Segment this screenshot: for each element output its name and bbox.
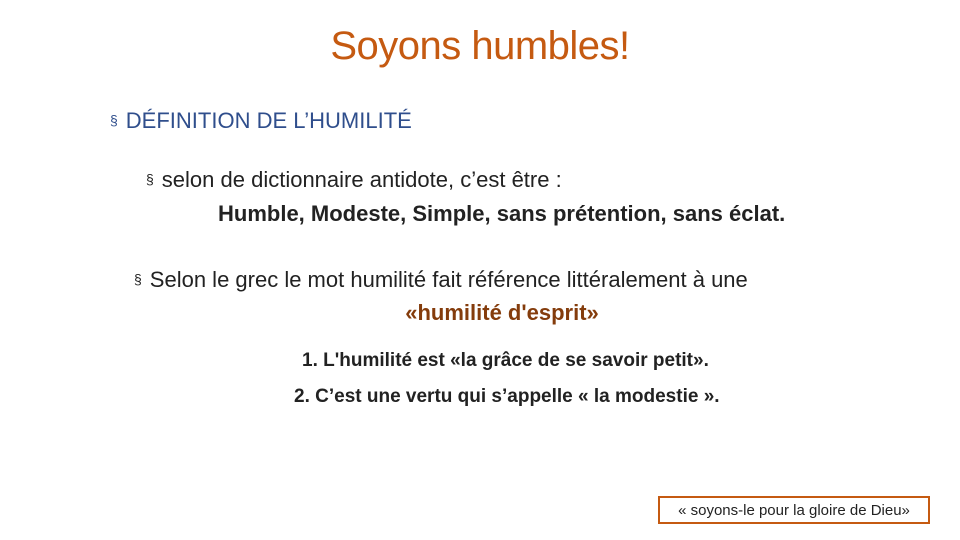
greek-phrase: «humilité d'esprit»	[405, 300, 599, 325]
motto-text: « soyons-le pour la gloire de Dieu»	[678, 501, 910, 519]
definition-terms: Humble, Modeste, Simple, sans prétention, sans éclat.	[218, 201, 786, 226]
bullet-icon: §	[110, 112, 118, 128]
slide-title: Soyons humbles!	[330, 24, 630, 68]
section-heading	[110, 108, 412, 134]
definition-bullet	[146, 167, 562, 193]
list-item: 1. L'humilité est «la grâce de se savoir petit».	[302, 350, 709, 371]
bullet-icon: §	[134, 271, 142, 287]
greek-bullet	[134, 267, 748, 293]
definition-intro: selon de dictionnaire antidote, c’est être :	[161, 167, 562, 192]
section-heading-text: DÉFINITION DE L’HUMILITÉ	[125, 108, 412, 133]
motto-box	[658, 496, 930, 524]
greek-intro: Selon le grec le mot humilité fait référence littéralement à une	[149, 267, 748, 292]
bullet-icon: §	[146, 171, 154, 187]
list-item: 2. C’est une vertu qui s’appelle « la modestie ».	[294, 386, 720, 407]
